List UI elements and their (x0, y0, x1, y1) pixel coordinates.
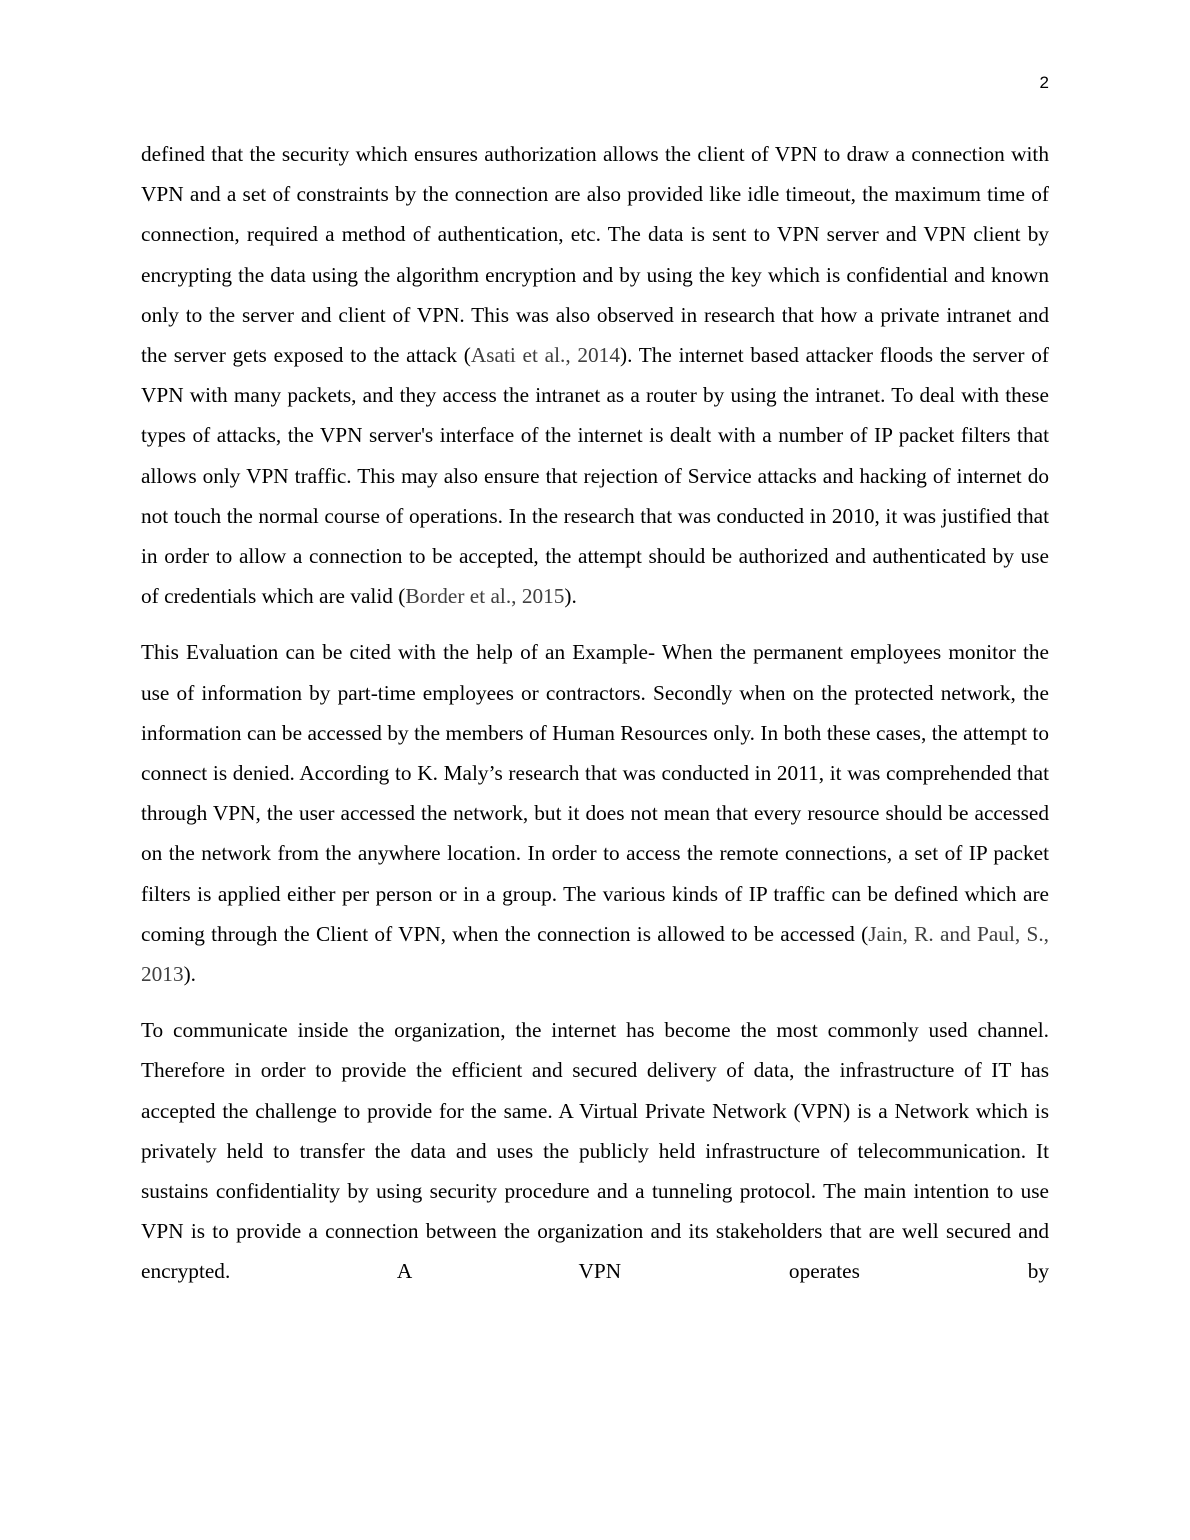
paragraph-2-text-start: This Evaluation can be cited with the help of an Example- When the permanent employees monitor the use of information by part-time employees or contractors. Secondly when on the protected network, the information can be accessed by the members of Human Resources only. In both these cases, the attempt to connect is denied. According to K. Maly’s research that was conducted in 2011, it was comprehended that through VPN, the user accessed the network, but it does not mean that every resource should be accessed on the network from the anywhere location. In order to access the remote connections, a set of IP packet filters is applied either per person or in a group. The various kinds of IP traffic can be defined which are coming through the Client of VPN, when the connection is allowed to be accessed ( (141, 640, 1049, 946)
paragraph-1 (141, 134, 1049, 616)
paragraph-1-text-end: ). (564, 584, 577, 609)
paragraph-1-text-middle: ). The internet based attacker floods the server of VPN with many packets, and they access the intranet as a router by using the intranet. To deal with these types of attacks, the VPN server's interface of the internet is dealt with a number of IP packet filters that allows only VPN traffic. This may also ensure that rejection of Service attacks and hacking of internet do not touch the normal course of operations. In the research that was conducted in 2010, it was justified that in order to allow a connection to be accepted, the attempt should be authorized and authenticated by use of credentials which are valid ( (141, 343, 1049, 609)
citation-asati: Asati et al., 2014 (470, 343, 620, 368)
citation-jain-paul: Jain, R. and Paul, S., 2013 (141, 921, 1049, 987)
page-number: 2 (1039, 73, 1049, 92)
paragraph-3-text: To communicate inside the organization, the internet has become the most commonly used channel. Therefore in order to provide the efficient and secured delivery of data, the infrastructure of IT has accepted the challenge to provide for the same. A Virtual Private Network (VPN) is a Network which is privately held to transfer the data and uses the publicly held infrastructure of telecommunication. It sustains confidentiality by using security procedure and a tunneling protocol. The main intention to use VPN is to provide a connection between the organization and its stakeholders that are well secured and encrypted. A VPN operates by (141, 1018, 1049, 1284)
paragraph-3 (141, 1010, 1049, 1291)
paragraph-1-text-start: defined that the security which ensures authorization allows the client of VPN to draw a connection with VPN and a set of constraints by the connection are also provided like idle timeout, the maximum time of connection, required a method of authentication, etc. The data is sent to VPN server and VPN client by encrypting the data using the algorithm encryption and by using the key which is confidential and known only to the server and client of VPN. This was also observed in research that how a private intranet and the server gets exposed to the attack ( (141, 142, 1049, 368)
document-body (141, 134, 1049, 1308)
citation-border: Border et al., 2015 (405, 584, 565, 609)
paragraph-2 (141, 632, 1049, 994)
paragraph-2-text-end: ). (183, 962, 197, 987)
